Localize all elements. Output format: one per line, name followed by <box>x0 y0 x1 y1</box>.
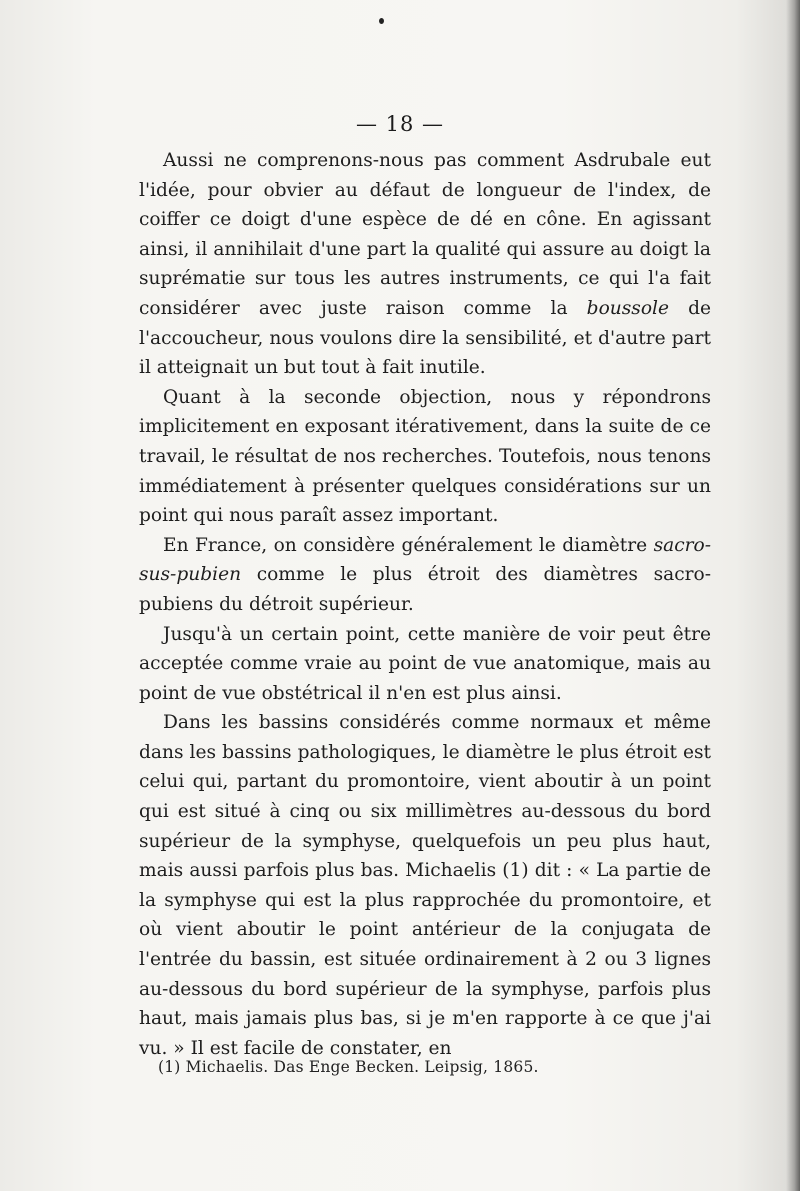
italic-text: boussole <box>586 297 669 319</box>
paragraph <box>139 620 711 709</box>
footnote: (1) Michaelis. Das Enge Becken. Leipsig, 1865. <box>158 1058 539 1076</box>
paragraph <box>139 146 711 383</box>
page-edge-shadow <box>786 0 800 1191</box>
paragraph-text: de l'accoucheur, nous voulons dire la sensibilité, et d'autre part il atteignait un but tout à fait inutile. <box>139 297 711 379</box>
paragraph-text: Aussi ne comprenons-nous pas comment Asdrubale eut l'idée, pour obvier au défaut de longueur de l'index, de coiffer ce doigt d'une espèce de dé en cône. En agissant ainsi, il annihilait d'une part la qualité qui assure au doigt la suprématie sur tous les autres instruments, ce qui l'a fait considérer avec juste raison comme la <box>139 150 711 319</box>
page-number: — 18 — <box>355 112 445 136</box>
paragraph <box>139 708 711 1063</box>
paragraph-text: comme le plus étroit des diamètres sacro-pubiens du détroit supérieur. <box>139 564 711 615</box>
italic-text: sacro-sus-pubien <box>139 534 711 586</box>
paragraph <box>139 383 711 531</box>
paragraph-text: Quant à la seconde objection, nous y répondrons implicitement en exposant itérativement, dans la suite de ce travail, le résultat de nos recherches. Toutefois, nous tenons immédiatement à présenter quelques considérations sur un point qui nous paraît assez important. <box>139 386 711 527</box>
paragraph <box>139 531 711 620</box>
body-text <box>139 146 711 1063</box>
ink-speck <box>379 18 384 24</box>
paragraph-text: Dans les bassins considérés comme normaux et même dans les bassins pathologiques, le diamètre le plus étroit est celui qui, partant du promontoire, vient aboutir à un point qui est situé à cinq ou six millimètres au-dessous du bord supérieur de la symphyse, quelquefois un peu plus haut, mais aussi parfois plus bas. Michaelis (1) dit : « La partie de la symphyse qui est la plus rapprochée du promontoire, et où vient aboutir le point antérieur de la conjugata de l'entrée du bassin, est située ordinairement à 2 ou 3 lignes au-dessous du bord supérieur de la symphyse, parfois plus haut, mais jamais plus bas, si je m'en rapporte à ce que j'ai vu. » Il est facile de constater, en <box>139 712 711 1059</box>
paragraph-text: En France, on considère généralement le diamètre <box>163 534 654 556</box>
paragraph-text: Jusqu'à un certain point, cette manière de voir peut être acceptée comme vraie au point de vue anatomique, mais au point de vue obstétrical il n'en est plus ainsi. <box>139 623 711 704</box>
